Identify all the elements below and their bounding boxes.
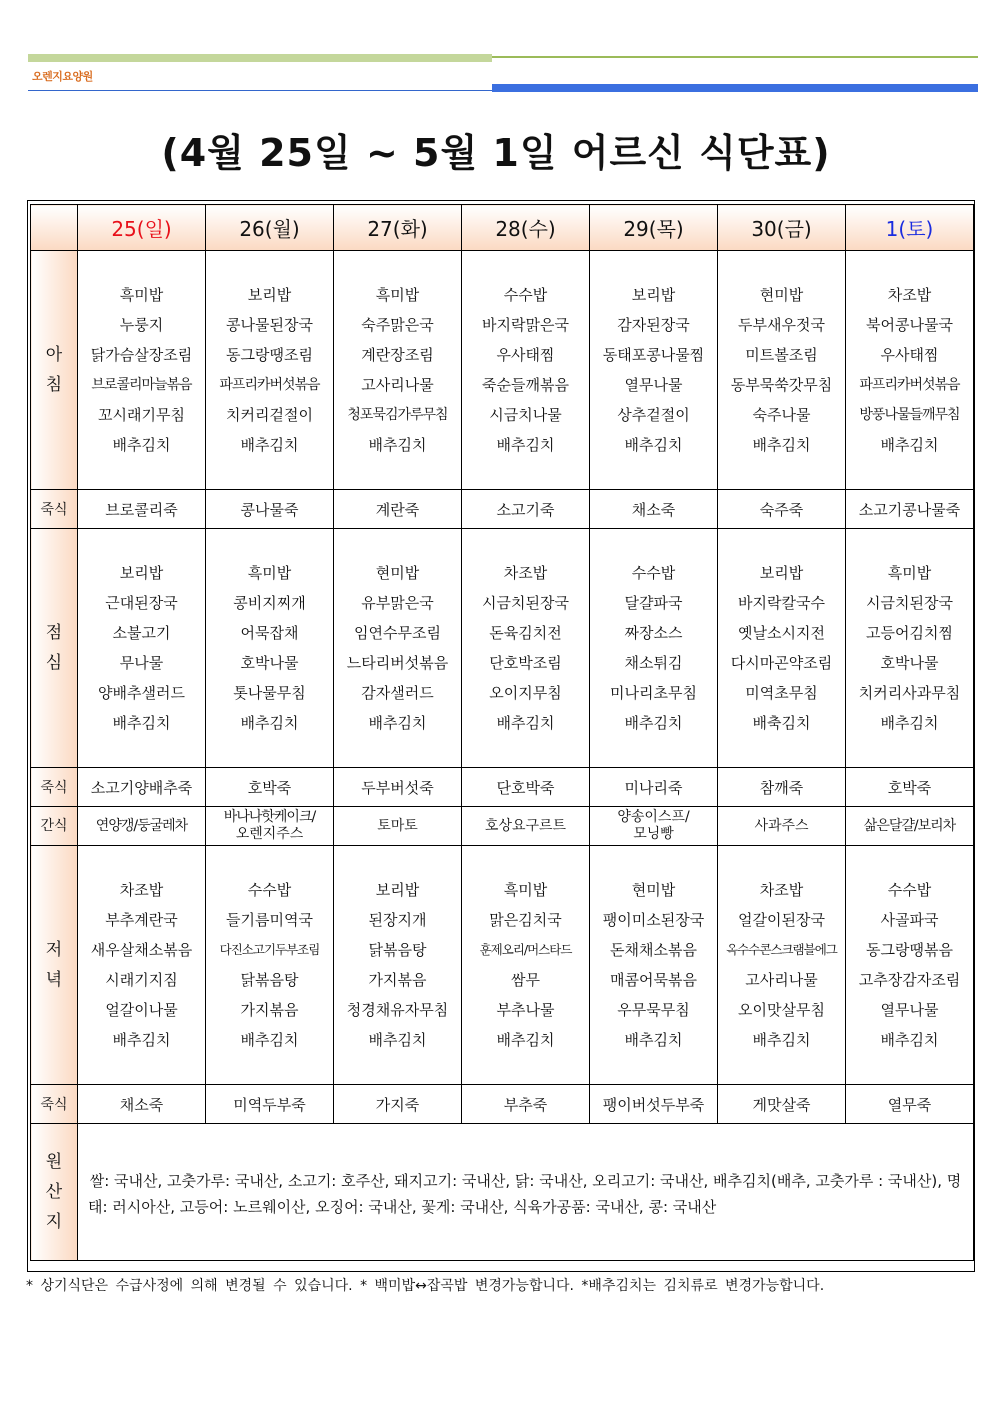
menu-item: 무나물 (119, 654, 164, 672)
lunch_porridge-cell: 참깨죽 (718, 768, 846, 807)
breakfast_porridge-cell: 브로콜리죽 (78, 490, 206, 529)
menu-item: 수수밥 (631, 564, 676, 582)
menu-item: 미역초무침 (745, 684, 818, 702)
menu-item: 보리밥 (375, 881, 420, 899)
day-header: 1(토) (846, 205, 974, 251)
menu-item: 흑미밥 (375, 286, 420, 304)
menu-item: 흑미밥 (247, 564, 292, 582)
menu-item: 죽순들깨볶음 (482, 376, 569, 394)
menu-item: 배추김치 (368, 436, 427, 454)
origin-label-char: 지 (45, 1212, 63, 1232)
menu-item: 배추김치 (240, 1031, 299, 1049)
menu-item: 채소튀김 (624, 654, 683, 672)
menu-item: 고사리나물 (745, 971, 818, 989)
menu-item: 가지볶음 (368, 971, 427, 989)
breakfast-cell (334, 251, 462, 490)
header-line-blue (28, 90, 492, 91)
menu-item: 다시마곤약조림 (730, 654, 833, 672)
lunch-cell (590, 529, 718, 768)
menu-item: 동그랑땡조림 (226, 346, 313, 364)
dinner-cell (78, 846, 206, 1085)
snack-row (31, 807, 974, 846)
menu-item: 계란장조림 (361, 346, 434, 364)
snack-cell (462, 807, 590, 846)
menu-item: 옥수수콘스크램블에그 (726, 942, 837, 957)
menu-item: 수수밥 (247, 881, 292, 899)
menu-item: 열무나물 (624, 376, 683, 394)
lunch-row (31, 529, 974, 768)
menu-item: 흑미밥 (119, 286, 164, 304)
menu-item: 느타리버섯볶음 (346, 654, 449, 672)
menu-item: 배추김치 (496, 436, 555, 454)
menu-item: 보리밥 (631, 286, 676, 304)
menu-item: 팽이미소된장국 (602, 911, 705, 929)
menu-item: 청경채유자무침 (346, 1001, 449, 1019)
menu-item: 차조밥 (119, 881, 164, 899)
menu-item: 배추김치 (624, 714, 683, 732)
menu-item: 보리밥 (247, 286, 292, 304)
dinner-cell (846, 846, 974, 1085)
menu-item: 부추계란국 (105, 911, 178, 929)
menu-item: 배추김치 (368, 714, 427, 732)
header-bar-green (28, 54, 492, 62)
day-header: 26(월) (206, 205, 334, 251)
menu-item: 흑미밥 (503, 881, 548, 899)
menu-item: 북어콩나물국 (866, 316, 953, 334)
menu-item: 배추김치 (624, 436, 683, 454)
snack-item: 호상요구르트 (484, 817, 567, 834)
menu-item: 수수밥 (887, 881, 932, 899)
menu-item: 배추김치 (880, 436, 939, 454)
menu-item: 소불고기 (112, 624, 171, 642)
menu-item: 임연수무조림 (354, 624, 441, 642)
menu-item: 얼갈이된장국 (738, 911, 825, 929)
snack-item: 모닝빵 (633, 826, 674, 842)
menu-item: 꼬시래기무침 (98, 406, 185, 424)
day-header: 29(목) (590, 205, 718, 251)
lunch-label-char: 심 (45, 653, 63, 673)
dinner-label-char: 녁 (45, 970, 63, 990)
menu-item: 두부새우젓국 (738, 316, 825, 334)
menu-item: 돈채채소볶음 (610, 941, 697, 959)
menu-item: 오이지무침 (489, 684, 562, 702)
menu-item: 바지락맑은국 (482, 316, 569, 334)
menu-item: 콩나물된장국 (226, 316, 313, 334)
breakfast-label-char: 침 (45, 375, 63, 395)
menu-item: 현미밥 (631, 881, 676, 899)
breakfast-cell (846, 251, 974, 490)
menu-item: 배추김치 (496, 714, 555, 732)
menu-item: 콩비지찌개 (233, 594, 306, 612)
footnote: * 상기식단은 수급사정에 의해 변경될 수 있습니다. * 백미밥↔잡곡밥 변경가능합니다. *배추김치는 김치류로 변경가능합니다. (26, 1278, 825, 1294)
snack-item: 연양갱/둥굴레차 (95, 817, 188, 834)
menu-item: 현미밥 (759, 286, 804, 304)
dinner_porridge-cell: 팽이버섯두부죽 (590, 1085, 718, 1124)
menu-item: 보리밥 (759, 564, 804, 582)
breakfast-cell (718, 251, 846, 490)
menu-item: 배추김치 (240, 714, 299, 732)
dinner-cell (206, 846, 334, 1085)
menu-item: 시금치된장국 (482, 594, 569, 612)
menu-item: 파프리카버섯볶음 (859, 377, 960, 393)
lunch_porridge-cell: 소고기양배추죽 (78, 768, 206, 807)
menu-item: 수수밥 (503, 286, 548, 304)
snack-cell (718, 807, 846, 846)
snack-item: 오렌지주스 (235, 826, 304, 842)
menu-item: 상추겉절이 (617, 406, 690, 424)
menu-item: 청포묵김가루무침 (347, 407, 448, 423)
breakfast-cell (590, 251, 718, 490)
snack-item: 토마토 (377, 817, 418, 834)
menu-item: 얼갈이나물 (105, 1001, 178, 1019)
snack-cell (334, 807, 462, 846)
menu-item: 감자된장국 (617, 316, 690, 334)
dinner_porridge-cell: 채소죽 (78, 1085, 206, 1124)
dinner_porridge-label: 죽식 (31, 1085, 78, 1124)
breakfast-row (31, 251, 974, 490)
menu-item: 우무묵무침 (617, 1001, 690, 1019)
menu-item: 시금치된장국 (866, 594, 953, 612)
menu-item: 차조밥 (759, 881, 804, 899)
menu-item: 배추김치 (240, 436, 299, 454)
menu-item: 새우살채소볶음 (90, 941, 193, 959)
menu-item: 배추김치 (752, 436, 811, 454)
lunch-cell (846, 529, 974, 768)
menu-item: 미나리초무침 (610, 684, 697, 702)
breakfast_porridge-cell: 콩나물죽 (206, 490, 334, 529)
menu-item: 근대된장국 (105, 594, 178, 612)
dinner-label-char: 저 (45, 940, 63, 960)
dinner-label (31, 846, 78, 1085)
menu-item: 배추김치 (112, 714, 171, 732)
snack-item: 사과주스 (754, 817, 809, 834)
menu-item: 배추김치 (624, 1031, 683, 1049)
menu-item: 감자샐러드 (361, 684, 434, 702)
menu-item: 방풍나물들깨무침 (859, 407, 960, 423)
menu-item: 닭볶음탕 (368, 941, 427, 959)
breakfast-cell (462, 251, 590, 490)
dinner-cell (462, 846, 590, 1085)
menu-item: 옛날소시지전 (738, 624, 825, 642)
menu-item: 오이맛살무침 (738, 1001, 825, 1019)
breakfast-cell (206, 251, 334, 490)
menu-item: 열무나물 (880, 1001, 939, 1019)
menu-item: 치커리사과무침 (858, 684, 961, 702)
snack-cell (590, 807, 718, 846)
breakfast_porridge-cell: 소고기콩나물죽 (846, 490, 974, 529)
menu-item: 우사태찜 (496, 346, 555, 364)
breakfast_porridge-label: 죽식 (31, 490, 78, 529)
lunch-label-char: 점 (45, 623, 63, 643)
menu-item: 배추김치 (112, 436, 171, 454)
menu-item: 바지락칼국수 (738, 594, 825, 612)
snack-cell (846, 807, 974, 846)
breakfast-cell (78, 251, 206, 490)
snack-label: 간식 (31, 807, 78, 846)
origin-row (31, 1124, 974, 1261)
menu-item: 고등어김치찜 (866, 624, 953, 642)
lunch-label (31, 529, 78, 768)
dinner-row (31, 846, 974, 1085)
menu-item: 맑은김치국 (489, 911, 562, 929)
menu-item: 부추나물 (496, 1001, 555, 1019)
lunch-cell (462, 529, 590, 768)
dinner_porridge-cell: 가지죽 (334, 1085, 462, 1124)
menu-item: 우사태찜 (880, 346, 939, 364)
day-header-row (31, 205, 974, 251)
header-bar-blue (492, 84, 978, 92)
menu-item: 시금치나물 (489, 406, 562, 424)
lunch-cell (334, 529, 462, 768)
menu-item: 가지볶음 (240, 1001, 299, 1019)
menu-item: 미트볼조림 (745, 346, 818, 364)
menu-item: 어묵잡채 (240, 624, 299, 642)
menu-item: 단호박조림 (489, 654, 562, 672)
menu-item: 사골파국 (880, 911, 939, 929)
lunch_porridge-cell: 단호박죽 (462, 768, 590, 807)
dinner_porridge-row (31, 1085, 974, 1124)
menu-item: 쌈무 (511, 971, 540, 989)
menu-item: 배추김치 (112, 1031, 171, 1049)
breakfast_porridge-cell: 계란죽 (334, 490, 462, 529)
menu-item: 동태포콩나물찜 (602, 346, 705, 364)
lunch_porridge-cell: 미나리죽 (590, 768, 718, 807)
menu-item: 숙주맑은국 (361, 316, 434, 334)
snack-item: 양송이스프/ (617, 809, 690, 825)
menu-item: 시래기지짐 (105, 971, 178, 989)
lunch-cell (78, 529, 206, 768)
menu-item: 배추김치 (880, 714, 939, 732)
menu-item: 들기름미역국 (226, 911, 313, 929)
lunch_porridge-cell: 두부버섯죽 (334, 768, 462, 807)
page-title: (4월 25일 ~ 5월 1일 어르신 식단표) (161, 131, 831, 175)
menu-table (30, 204, 974, 1261)
menu-item: 배추김치 (496, 1031, 555, 1049)
breakfast_porridge-cell: 채소죽 (590, 490, 718, 529)
dinner-cell (590, 846, 718, 1085)
menu-item: 된장지개 (368, 911, 427, 929)
menu-item: 치커리겉절이 (226, 406, 313, 424)
snack-item: 바나나핫케이크/ (223, 809, 316, 825)
menu-item: 동그랑땡볶음 (866, 941, 953, 959)
breakfast_porridge-cell: 소고기죽 (462, 490, 590, 529)
menu-item: 달걀파국 (624, 594, 683, 612)
day-header: 30(금) (718, 205, 846, 251)
lunch_porridge-row (31, 768, 974, 807)
lunch-cell (206, 529, 334, 768)
menu-item: 동부묵쑥갓무침 (730, 376, 833, 394)
snack-item: 삶은달걀/보리차 (863, 817, 956, 834)
lunch_porridge-label: 죽식 (31, 768, 78, 807)
dinner_porridge-cell: 열무죽 (846, 1085, 974, 1124)
menu-item: 돈육김치전 (489, 624, 562, 642)
menu-item: 배추김치 (368, 1031, 427, 1049)
menu-item: 짜장소스 (624, 624, 683, 642)
dinner-cell (718, 846, 846, 1085)
menu-item: 고추장감자조림 (858, 971, 961, 989)
breakfast-label (31, 251, 78, 490)
corner-cell (31, 205, 78, 251)
day-header: 28(수) (462, 205, 590, 251)
menu-item: 숙주나물 (752, 406, 811, 424)
dinner_porridge-cell: 부추죽 (462, 1085, 590, 1124)
menu-item: 양배추샐러드 (98, 684, 185, 702)
menu-item: 닭가슴살장조림 (90, 346, 193, 364)
menu-item: 고사리나물 (361, 376, 434, 394)
header-line-green (492, 56, 978, 58)
menu-item: 보리밥 (119, 564, 164, 582)
day-header: 25(일) (78, 205, 206, 251)
origin-text: 쌀: 국내산, 고춧가루: 국내산, 소고기: 호주산, 돼지고기: 국내산, 닭: 국내산, 오리고기: 국내산, 배추김치(배추, 고춧가루 : 국내산), 명태: 러시아산, 고등어: 노르웨이산, 오징어: 국내산, 꽃게: 국내산, 식육가공품: 국내산, 콩: 국내산 (78, 1124, 974, 1261)
breakfast_porridge-cell: 숙주죽 (718, 490, 846, 529)
snack-cell (78, 807, 206, 846)
lunch_porridge-cell: 호박죽 (206, 768, 334, 807)
snack-cell (206, 807, 334, 846)
dinner-cell (334, 846, 462, 1085)
logo: 오렌지요양원 (32, 70, 93, 83)
dinner_porridge-cell: 미역두부죽 (206, 1085, 334, 1124)
origin-label-char: 산 (45, 1182, 63, 1202)
breakfast_porridge-row (31, 490, 974, 529)
menu-item: 호박나물 (880, 654, 939, 672)
day-header: 27(화) (334, 205, 462, 251)
menu-item: 차조밥 (503, 564, 548, 582)
menu-item: 누룽지 (119, 316, 164, 334)
menu-item: 닭볶음탕 (240, 971, 299, 989)
menu-item: 배추김치 (752, 1031, 811, 1049)
menu-item: 배추김치 (880, 1031, 939, 1049)
dinner_porridge-cell: 게맛살죽 (718, 1085, 846, 1124)
menu-item: 파프리카버섯볶음 (219, 377, 320, 393)
menu-item: 톳나물무침 (233, 684, 306, 702)
origin-label-char: 원 (45, 1152, 63, 1172)
menu-item: 다진소고기두부조림 (219, 942, 320, 957)
menu-item: 호박나물 (240, 654, 299, 672)
lunch-cell (718, 529, 846, 768)
menu-item: 매콤어묵볶음 (610, 971, 697, 989)
menu-item: 훈제오리/머스타드 (479, 942, 572, 957)
menu-item: 흑미밥 (887, 564, 932, 582)
breakfast-label-char: 아 (45, 345, 63, 365)
menu-item: 배축김치 (752, 714, 811, 732)
menu-item: 차조밥 (887, 286, 932, 304)
menu-item: 유부맑은국 (361, 594, 434, 612)
menu-item: 브로콜리마늘볶음 (91, 377, 192, 393)
menu-item: 현미밥 (375, 564, 420, 582)
lunch_porridge-cell: 호박죽 (846, 768, 974, 807)
origin-label (31, 1124, 78, 1261)
